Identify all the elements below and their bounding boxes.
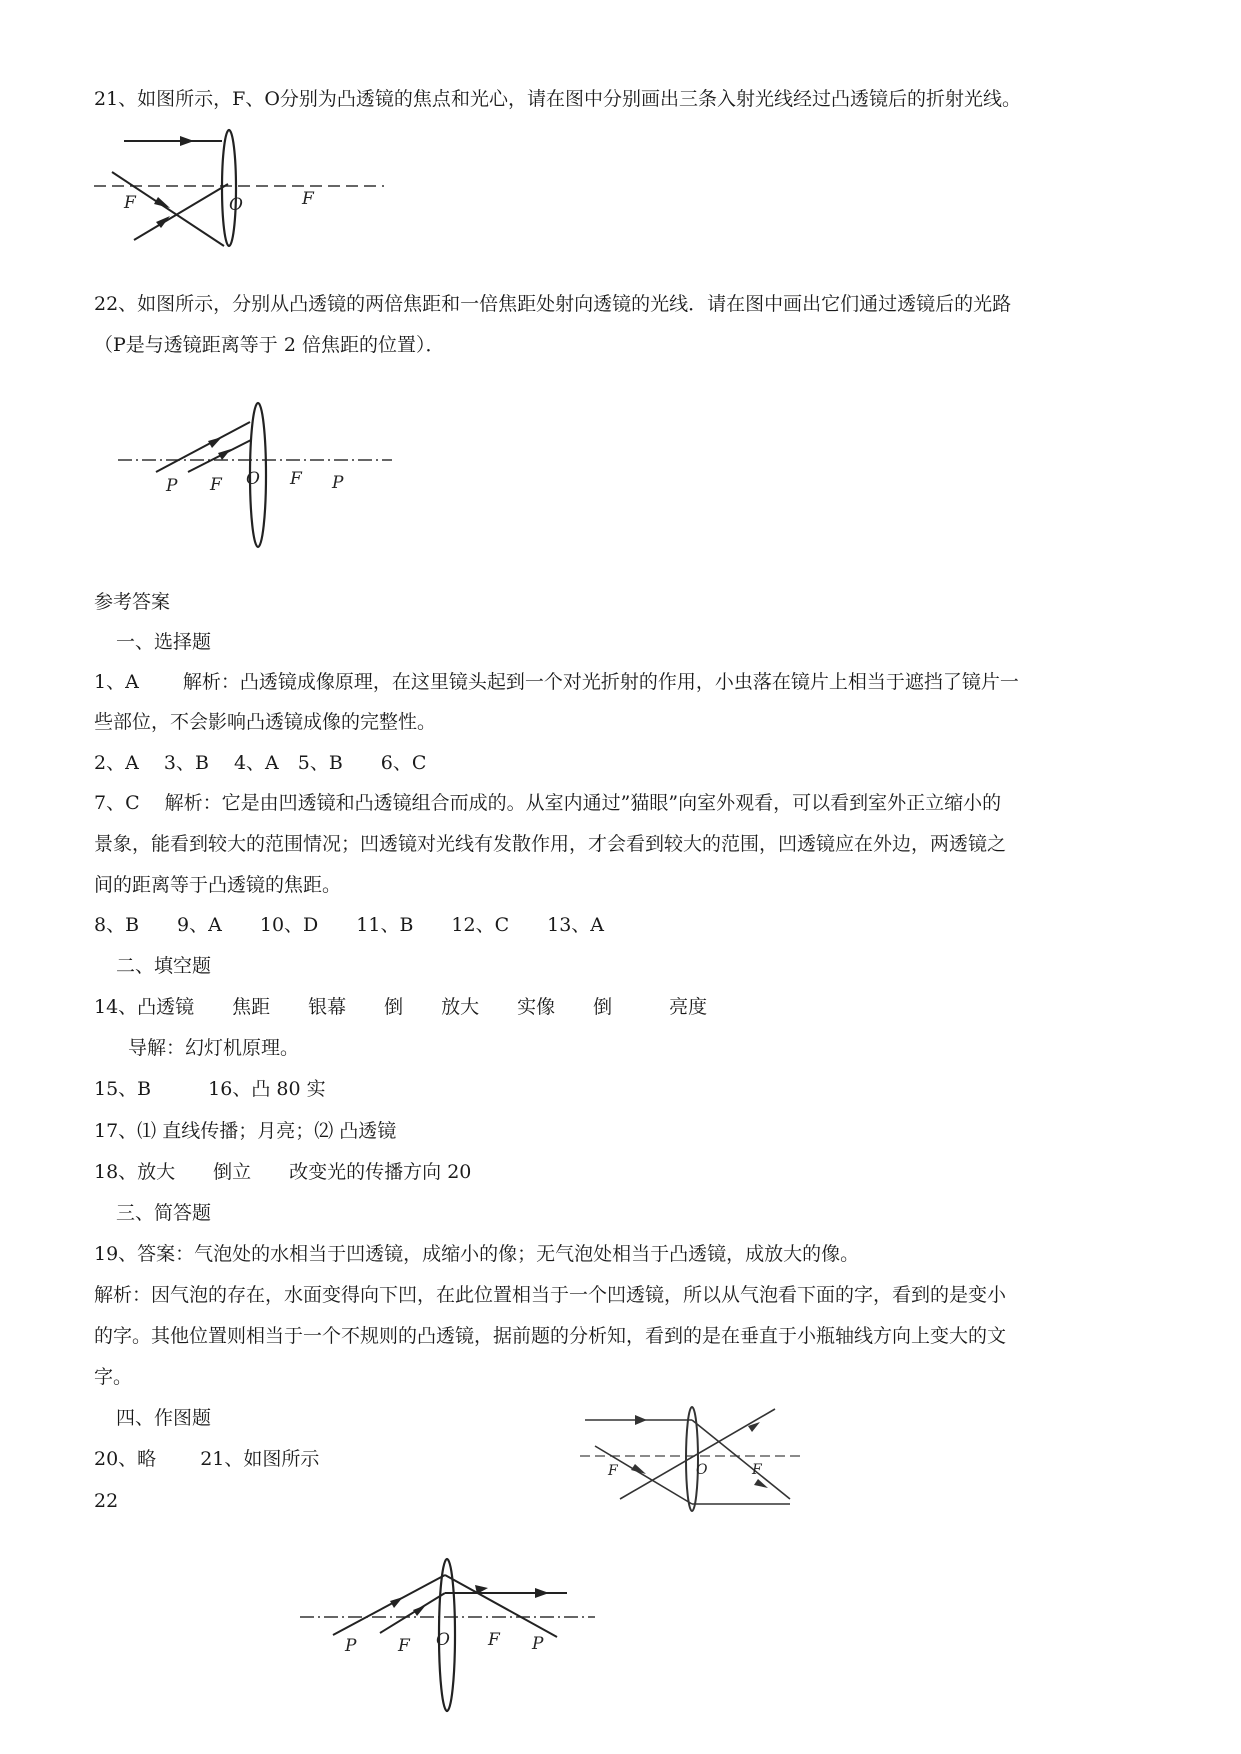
ray-from-f <box>380 1593 445 1633</box>
arrow-icon <box>208 437 222 448</box>
answer-1-line2: 些部位，不会影响凸透镜成像的完整性。 <box>94 711 437 733</box>
answer-17: 17、⑴ 直线传播；月亮；⑵ 凸透镜 <box>94 1120 397 1142</box>
label-f-right: F <box>302 189 314 209</box>
arrow-icon <box>413 1605 426 1616</box>
arrow-icon <box>535 1588 549 1598</box>
answer-19: 19、答案：气泡处的水相当于凹透镜，成缩小的像；无气泡处相当于凸透镜，成放大的像。 <box>94 1243 860 1265</box>
answer-21-figure <box>580 1404 820 1514</box>
label-p-right: P <box>532 1634 544 1654</box>
answers-8-13: 8、B 9、A 10、D 11、B 12、C 13、A <box>94 914 605 936</box>
arrow-icon <box>635 1415 647 1425</box>
label-p-left: P <box>166 476 178 496</box>
ray-through-center <box>134 184 228 240</box>
section-short: 三、简答题 <box>116 1202 212 1224</box>
arrow-icon <box>390 1597 403 1608</box>
label-f-left: F <box>124 193 136 213</box>
label-p-right: P <box>332 473 344 493</box>
answer-19-explain3: 字。 <box>94 1366 133 1388</box>
label-f-right: F <box>488 1630 500 1650</box>
q22-line1: 22、如图所示，分别从凸透镜的两倍焦距和一倍焦距处射向透镜的光线．请在图中画出它们通过透镜后的光路 <box>94 293 1012 315</box>
label-f-left: F <box>608 1463 618 1479</box>
answer-19-explain2: 的字。其他位置则相当于一个不规则的凸透镜，据前题的分析知，看到的是在垂直于小瓶轴线方向上变大的文 <box>94 1325 1007 1347</box>
answers-15-16: 15、B 16、凸 80 实 <box>94 1078 326 1100</box>
answers-20-21: 20、略 21、如图所示 <box>94 1448 320 1470</box>
label-f-right: F <box>752 1462 762 1478</box>
answer-7-line1: 7、C 解析：它是由凹透镜和凸透镜组合而成的。从室内通过”猫眼”向室外观看，可以看到室外正立缩小的 <box>94 792 1002 814</box>
answers-title: 参考答案 <box>94 591 171 613</box>
label-o: O <box>229 195 243 215</box>
answer-22: 22 <box>94 1490 119 1512</box>
arrow-icon <box>218 449 231 460</box>
ray-from-2f <box>333 1575 445 1635</box>
label-f-left: F <box>398 1636 410 1656</box>
section-choice: 一、选择题 <box>116 631 212 653</box>
answer-7-line2: 景象，能看到较大的范围情况；凹透镜对光线有发散作用，才会看到较大的范围，凹透镜应在外边，两透镜之 <box>94 833 1007 855</box>
answer-1-line1: 1、A 解析：凸透镜成像原理，在这里镜头起到一个对光折射的作用，小虫落在镜片上相当于遮挡了镜片一 <box>94 671 1019 693</box>
refracted-ray-1 <box>692 1420 790 1499</box>
q22-figure <box>118 400 398 550</box>
answers-2-6: 2、A 3、B 4、A 5、B 6、C <box>94 752 427 774</box>
label-f-left: F <box>210 475 222 495</box>
answer-19-explain1: 解析：因气泡的存在，水面变得向下凹，在此位置相当于一个凹透镜，所以从气泡看下面的字，看到的是变小 <box>94 1284 1007 1306</box>
q22-line2: （P是与透镜距离等于 2 倍焦距的位置）． <box>94 334 445 356</box>
answer-14: 14、凸透镜 焦距 银幕 倒 放大 实像 倒 亮度 <box>94 996 708 1018</box>
refracted-ray-to-2f <box>445 1575 557 1637</box>
answer-14-note: 导解：幻灯机原理。 <box>128 1037 300 1059</box>
label-o: O <box>246 469 260 489</box>
label-o: O <box>436 1630 450 1650</box>
section-fill: 二、填空题 <box>116 955 212 977</box>
ray-from-f <box>188 440 251 472</box>
convex-lens <box>222 130 236 246</box>
answer-7-line3: 间的距离等于凸透镜的焦距。 <box>94 874 342 896</box>
answer-22-figure <box>295 1555 605 1715</box>
q21-text: 21、如图所示，F、O分别为凸透镜的焦点和光心，请在图中分别画出三条入射光线经过凸透镜后的折射光线。 <box>94 88 1021 110</box>
q21-figure <box>94 128 394 253</box>
label-o: O <box>696 1462 708 1478</box>
label-f-right: F <box>290 469 302 489</box>
label-p-left: P <box>345 1636 357 1656</box>
arrow-icon <box>154 197 170 208</box>
arrow-icon <box>180 136 194 146</box>
section-drawing: 四、作图题 <box>116 1407 212 1429</box>
answer-18: 18、放大 倒立 改变光的传播方向 20 <box>94 1161 472 1183</box>
